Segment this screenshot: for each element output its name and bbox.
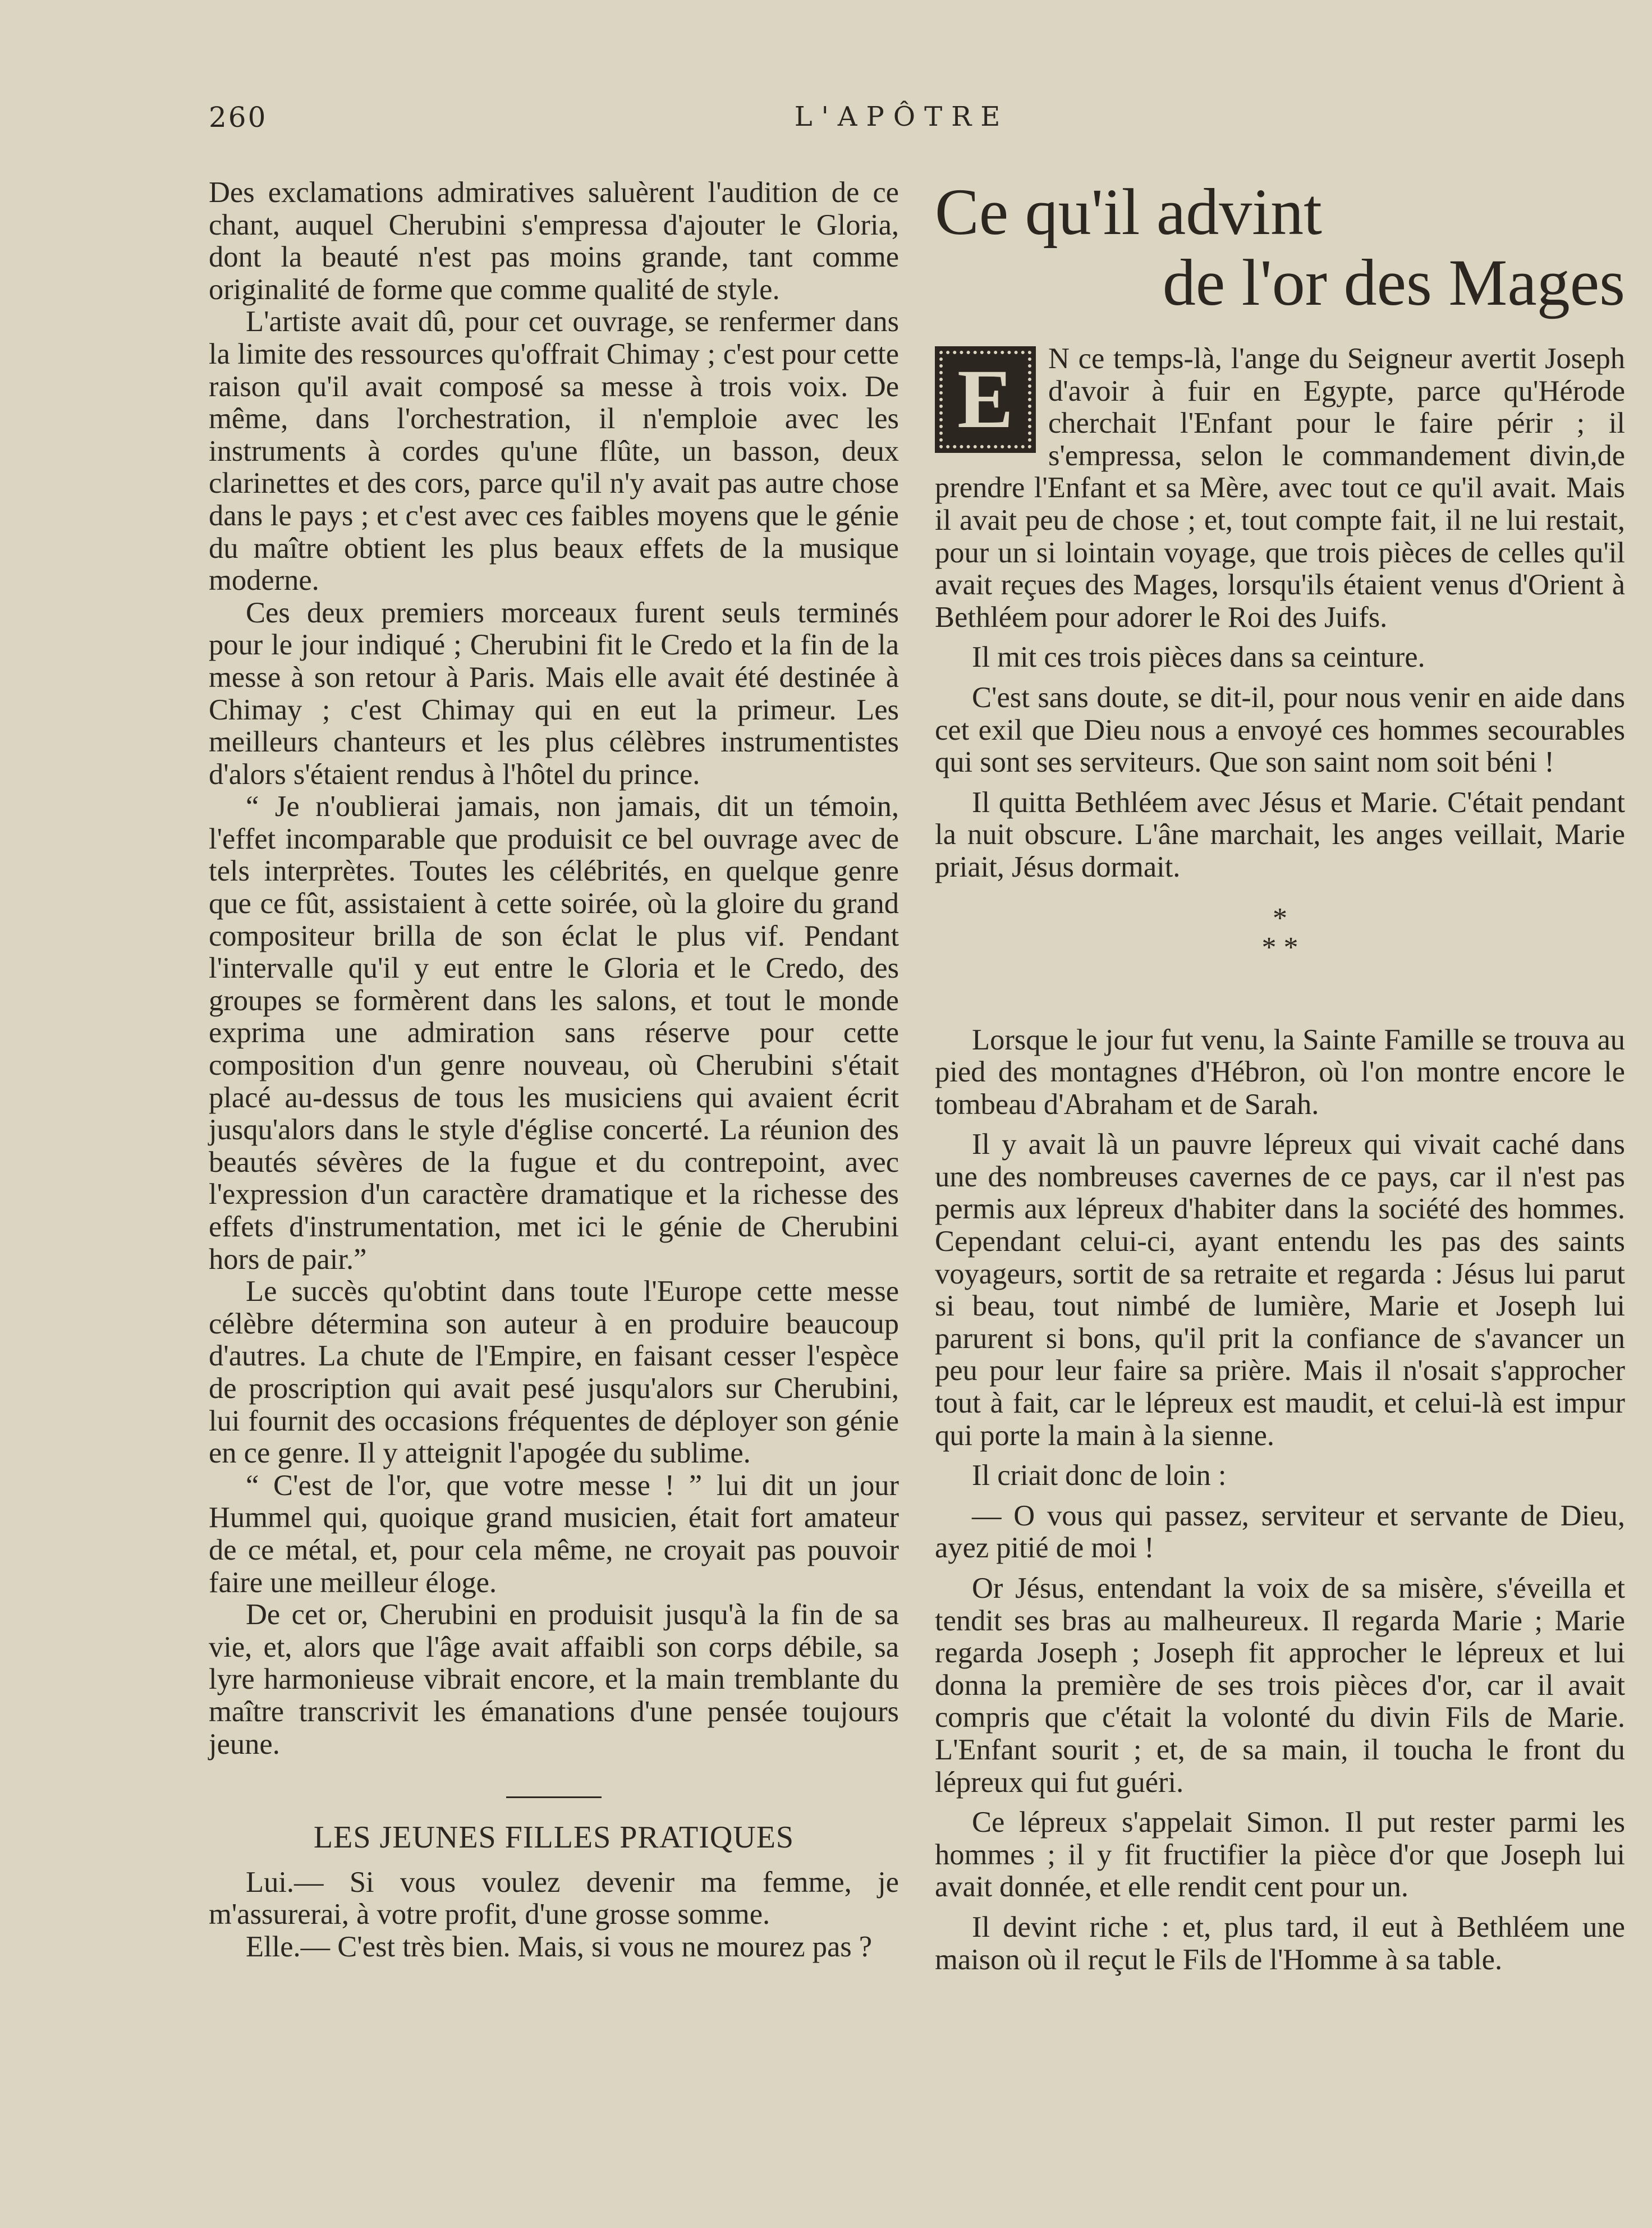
drop-cap-letter: E [957, 352, 1014, 446]
story-title [935, 177, 1625, 318]
ornamental-drop-cap [935, 346, 1036, 453]
dialogue-line: Lui.— Si vous voulez devenir ma femme, je m'assurerai, à votre profit, d'une grosse somme. [209, 1865, 899, 1931]
page-number: 260 [209, 101, 268, 134]
article-paragraph: Ces deux premiers morceaux furent seuls terminés pour le jour indiqué ; Cherubini fit le Credo et la fin de la messe à son retour à Paris. Mais elle avait été destinée à Chimay ; c'est Chimay qui en eut la primeur. Les meilleurs chanteurs et les plus célèbres instrumentistes d'alors s'étaient rendus à l'hôtel du prince. [209, 596, 899, 791]
story-paragraph: Il quitta Bethléem avec Jésus et Marie. C'était pendant la nuit obscure. L'âne marchait, les anges veillait, Marie priait, Jésus dormait. [935, 786, 1625, 883]
story-paragraph: Or Jésus, entendant la voix de sa misère, s'éveilla et tendit ses bras au malheureux. Il regarda Marie ; Marie regarda Joseph ; Joseph fit approcher le lépreux et lui donna la première de ses trois pièces d'or, car il avait compris que c'était la volonté du divin Fils de Marie. L'Enfant sourit ; et, de sa main, il toucha le front du lépreux qui fut guéri. [935, 1572, 1625, 1799]
left-column [209, 177, 899, 1963]
article-paragraph: Le succès qu'obtint dans toute l'Europe cette messe célèbre détermina son auteur à en produire beaucoup d'autres. La chute de l'Empire, en faisant cesser l'espèce de proscription qui avait pesé jusqu'alors sur Cherubini, lui fournit des occasions fréquentes de déployer son génie en ce genre. Il y atteignit l'apogée du sublime. [209, 1275, 899, 1470]
story-paragraph: Il y avait là un pauvre lépreux qui vivait caché dans une des nombreuses cavernes de ce pays, car il n'est pas permis aux lépreux d'habiter dans la société des hommes. Cependant celui-ci, ayant entendu les pas des saints voyageurs, sortit de sa retraite et regarda : Jésus lui parut si beau, tout nimbé de lumière, Marie et Joseph lui parurent si bons, qu'il prit la confiance de s'avancer un peu pour leur faire sa prière. Mais il n'osait s'approcher tout à fait, car le lépreux est maudit, et celui-là est impur qui porte la main à la sienne. [935, 1128, 1625, 1452]
story-title-line: de l'or des Mages [1162, 246, 1625, 319]
story-paragraph: Il devint riche : et, plus tard, il eut à Bethléem une maison où il reçut le Fils de l'Homme à sa table. [935, 1910, 1625, 1976]
asterism-separator [935, 904, 1625, 962]
journal-title: L'APÔTRE [794, 101, 1009, 132]
asterism-bottom: * * [1261, 931, 1298, 964]
story-opening-paragraph [935, 343, 1625, 634]
dialogue-line: Elle.— C'est très bien. Mais, si vous ne mourez pas ? [246, 1930, 873, 1963]
section-divider [506, 1796, 602, 1798]
story-paragraph: C'est sans doute, se dit-il, pour nous venir en aide dans cet exil que Dieu nous a envoyé ces hommes secourables qui sont ses serviteurs. Que son saint nom soit béni ! [935, 681, 1625, 779]
article-paragraph: “ C'est de l'or, que votre messe ! ” lui dit un jour Hummel qui, quoique grand musicien, était fort amateur de ce métal, et, pour cela même, ne croyait pas pouvoir faire une meilleur éloge. [209, 1469, 899, 1599]
story-title-line: Ce qu'il advint [935, 175, 1322, 249]
story-paragraph: Il mit ces trois pièces dans sa ceinture. [972, 641, 1425, 674]
cherubini-article [209, 177, 899, 1761]
section-title: LES JEUNES FILLES PRATIQUES [313, 1820, 795, 1855]
article-paragraph: “ Je n'oublierai jamais, non jamais, dit un témoin, l'effet incomparable que produisit ce bel ouvrage avec de tels interprètes. Toutes les célébrités, en quelque genre que ce fût, assistaient à cette soirée, où la gloire du grand compositeur brilla de son éclat le plus vif. Pendant l'intervalle qu'il y eut entre le Gloria et le Credo, des groupes se formèrent dans les salons, et tout le monde exprima une admiration sans réserve pour cette composition d'un genre nouveau, où Cherubini s'était placé au-dessus de tous les musiciens qui avaient écrit jusqu'alors dans le style d'église concerté. La réunion des beautés sévères de la fugue et du contrepoint, avec l'expression d'un caractère dramatique et la richesse des effets d'instrumentation, met ici le génie de Cherubini hors de pair.” [209, 790, 899, 1276]
story-paragraph: Ce lépreux s'appelait Simon. Il put rester parmi les hommes ; il y fit fructifier la pièce d'or que Joseph lui avait donnée, et elle rendit cent pour un. [935, 1806, 1625, 1904]
story-paragraph: Lorsque le jour fut venu, la Sainte Famille se trouva au pied des montagnes d'Hébron, où l'on montre encore le tombeau d'Abraham et de Sarah. [935, 1023, 1625, 1121]
article-paragraph: Des exclamations admiratives saluèrent l'audition de ce chant, auquel Cherubini s'empressa d'ajouter le Gloria, dont la beauté n'est pas moins grande, tant comme originalité de forme que comme qualité de style. [209, 176, 899, 306]
right-column [935, 177, 1625, 1984]
opening-text: N ce temps-là, l'ange du Seigneur avertit Joseph d'avoir à fuir en Egypte, parce qu'Hérode cherchait l'Enfant pour le faire périr ; il s'empressa, selon le commandement divin,de prendre l'Enfant et sa Mère, avec tout ce qu'il avait. Mais il avait peu de chose ; et, tout compte fait, il ne lui restait, pour un si lointain voyage, que trois pièces de celles qu'il avait reçues des Mages, lorsqu'ils étaient venus d'Orient à Bethléem pour adorer le Roi des Juifs. [935, 342, 1625, 634]
story-paragraph: Il criait donc de loin : [972, 1459, 1227, 1492]
asterism-top: * [1273, 902, 1287, 934]
story-paragraph: — O vous qui passez, serviteur et servante de Dieu, ayez pitié de moi ! [935, 1499, 1625, 1565]
page-header [209, 101, 1595, 146]
article-paragraph: De cet or, Cherubini en produisit jusqu'à la fin de sa vie, et, alors que l'âge avait affaibli son corps débile, sa lyre harmonieuse vibrait encore, et la main tremblante du maître transcrivit les émanations d'une pensée toujours jeune. [209, 1598, 899, 1761]
dialogue [209, 1867, 899, 1964]
article-paragraph: L'artiste avait dû, pour cet ouvrage, se renfermer dans la limite des ressources qu'offrait Chimay ; c'est pour cette raison qu'il avait composé sa messe à trois voix. De même, dans l'orchestration, il n'emploie avec les instruments à cordes qu'une flûte, un basson, deux clarinettes et des cors, parce qu'il n'y avait pas autre chose dans le pays ; et c'est avec ces faibles moyens que le génie du maître obtient les plus beaux effets de la musique moderne. [209, 305, 899, 597]
